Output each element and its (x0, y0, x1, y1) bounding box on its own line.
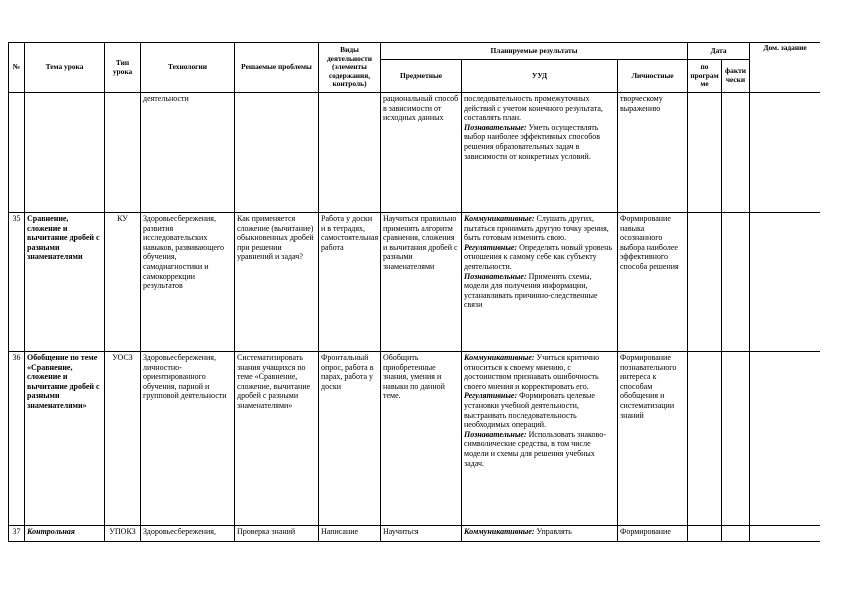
col-topic-header: Тема урока (25, 43, 105, 93)
row-date-program (688, 526, 722, 542)
header-row-1 (9, 43, 821, 60)
row-problems: Систематизировать знания учащихся по теме «Сравнение, сложение, вычитание дробей с разными знаменателями» (235, 352, 319, 526)
row-num: 37 (9, 526, 25, 542)
row-personal: Формирование познавательного интереса к способам обобщения и систематизации знаний (618, 352, 688, 526)
uud-text: Формировать целевые установки учебной деятельности, выстраивать последовательность необходимых операций. (464, 391, 595, 430)
row-date-actual (722, 93, 750, 213)
row-subject: Научиться (381, 526, 462, 542)
row-tech: Здоровьесбережения, личностно-ориентированного обучения, парной и групповой деятельности (141, 352, 235, 526)
row-num: 35 (9, 213, 25, 352)
col-personal-header: Личностные (618, 60, 688, 93)
lesson-plan-table (8, 42, 820, 542)
col-num-header: № (9, 43, 25, 93)
row-tech: деятельности (141, 93, 235, 213)
uud-text: Определять новый уровень отношения к самому себе как субъекту деятельности. (464, 242, 612, 271)
uud-label: Познавательные: (464, 122, 527, 132)
col-actual-header: факти чески (722, 60, 750, 93)
table-row (9, 352, 821, 526)
row-problems: Проверка знаний (235, 526, 319, 542)
row-date-program (688, 213, 722, 352)
row-uud (462, 93, 618, 213)
row-homework (750, 213, 820, 352)
row-topic: Контрольная (25, 526, 105, 542)
col-activity-header: Виды деятельности (элементы содержания, контроль) (319, 43, 381, 93)
row-num: 36 (9, 352, 25, 526)
uud-text: Слушать других, пытаться принимать другую точку зрения, быть готовым изменить свою. (464, 214, 609, 243)
uud-text: Использовать знаково-символические средства, в том числе модели и схемы для решения учебных задач. (464, 429, 606, 468)
row-date-program (688, 352, 722, 526)
lesson-plan-page (8, 42, 820, 543)
row-subject: Обобщить приобретенные знания, умения и навыки по данной теме. (381, 352, 462, 526)
col-type-header: Тип урока (105, 43, 141, 93)
uud-label: Коммуникативные: (464, 214, 535, 223)
col-planned-header: Планируемые результаты (381, 43, 688, 60)
row-problems (235, 93, 319, 213)
row-topic: Сравнение, сложение и вычитание дробей с разными знаменателями (25, 213, 105, 352)
row-uud (462, 526, 618, 542)
row-num (9, 93, 25, 213)
row-subject: рациональный способ в зависимости от исходных данных (381, 93, 462, 213)
table-row (9, 213, 821, 352)
uud-text: Уметь осуществлять выбор наиболее эффективных способов решения образовательных задач в зависимости от конкретных условий. (464, 122, 601, 161)
row-type: УОСЗ (105, 352, 141, 526)
row-topic: Обобщение по теме «Сравнение, сложение и вычитание дробей с разными знаменателями» (25, 352, 105, 526)
uud-label: Познавательные: (464, 271, 527, 281)
col-uud-header: УУД (462, 60, 618, 93)
row-personal: Формирование (618, 526, 688, 542)
row-subject: Научиться правильно применять алгоритм сравнения, сложения и вычитания дробей с разными знаменателями (381, 213, 462, 352)
uud-text: Учиться критично относиться к своему мнению, с достоинством признавать ошибочность своего мнения и корректировать его. (464, 353, 600, 391)
row-activity: Работа у доски и в тетрадях, самостоятельная работа (319, 213, 381, 352)
row-activity (319, 93, 381, 213)
uud-label: Регулятивные: (464, 391, 518, 401)
col-date-header: Дата (688, 43, 750, 60)
row-problems: Как применяется сложение (вычитание) обыкновенных дробей при решении уравнений и задач? (235, 213, 319, 352)
col-subject-header: Предметные (381, 60, 462, 93)
uud-text: Управлять (534, 527, 572, 536)
uud-text: Применять схемы, модели для получения информации, устанавливать причинно-следственные связи (464, 271, 598, 310)
row-date-actual (722, 526, 750, 542)
col-by-program-header: по програм ме (688, 60, 722, 93)
row-personal: творческому выражению (618, 93, 688, 213)
col-homework-header: Дом. задание (750, 43, 820, 93)
table-row (9, 526, 821, 542)
row-topic (25, 93, 105, 213)
uud-label: Познавательные: (464, 429, 527, 439)
row-homework (750, 526, 820, 542)
row-activity: Фронтальный опрос, работа в парах, работа у доски (319, 352, 381, 526)
uud-label: Коммуникативные: (464, 527, 535, 536)
row-uud (462, 213, 618, 352)
row-personal: Формирование навыка осознанного выбора наиболее эффективного способа решения (618, 213, 688, 352)
col-problems-header: Решаемые проблемы (235, 43, 319, 93)
uud-label: Коммуникативные: (464, 353, 535, 362)
uud-label: Регулятивные: (464, 242, 518, 252)
row-type: УПОКЗ (105, 526, 141, 542)
table-row (9, 93, 821, 213)
uud-text: последовательность промежуточных действий с учетом конечного результата, составлять план. (464, 94, 603, 123)
row-homework (750, 93, 820, 213)
row-type: КУ (105, 213, 141, 352)
row-activity: Написание (319, 526, 381, 542)
row-tech: Здоровьесбережения, развития исследовательских навыков, развивающего обучения, самодиагностики и самокоррекции результатов (141, 213, 235, 352)
col-tech-header: Технологии (141, 43, 235, 93)
row-homework (750, 352, 820, 526)
row-uud (462, 352, 618, 526)
row-date-actual (722, 352, 750, 526)
row-type (105, 93, 141, 213)
row-date-program (688, 93, 722, 213)
row-date-actual (722, 213, 750, 352)
row-tech: Здоровьесбережения, (141, 526, 235, 542)
